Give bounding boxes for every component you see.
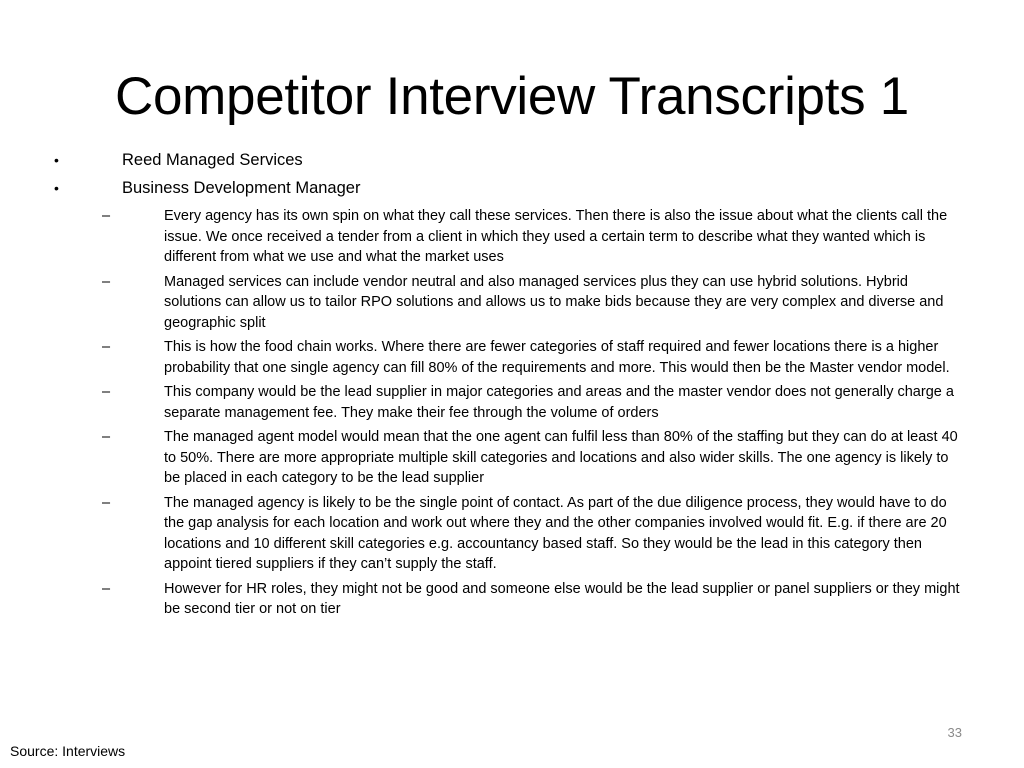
sub-bullet-item <box>52 579 962 620</box>
sub-bullet-text: This is how the food chain works. Where there are fewer categories of staff required and fewer locations there is a higher probability that one single agency can fill 80% of the requirements and more. This would then be the Master vendor model. <box>164 339 950 376</box>
sub-bullet-marker: – <box>102 429 111 445</box>
bullet-text: Reed Managed Services <box>122 151 303 169</box>
sub-bullet-text: Managed services can include vendor neutral and also managed services plus they can use hybrid solutions. Hybrid solutions can allow us to tailor RPO solutions and allows us to make bids because they are very complex and diverse and geographic split <box>164 273 944 331</box>
sub-bullet-text: However for HR roles, they might not be good and someone else would be the lead supplier or panel suppliers or they might be second tier or not on tier <box>164 580 960 617</box>
sub-bullet-item <box>52 493 962 575</box>
bullet-marker: • <box>54 180 59 196</box>
sub-bullet-marker: – <box>102 384 111 400</box>
sub-bullet-marker: – <box>102 494 111 511</box>
sub-bullet-item <box>52 427 962 489</box>
sub-bullet-item <box>52 382 962 423</box>
sub-bullet-text: This company would be the lead supplier in major categories and areas and the master vendor does not generally charge a separate management fee. They make their fee through the volume of orders <box>164 384 954 421</box>
sub-bullet-text: Every agency has its own spin on what they call these services. Then there is also the issue about what the clients call the issue. We once received a tender from a client in which they used a certain term to describe what they wanted which is different from what we use and what the market uses <box>164 208 948 265</box>
sub-bullet-list <box>52 206 962 620</box>
slide-title: Competitor Interview Transcripts 1 <box>115 67 909 126</box>
slide-body <box>52 150 962 624</box>
sub-bullet-marker: – <box>102 273 111 290</box>
sub-bullet-marker: – <box>102 339 111 355</box>
sub-bullet-item <box>52 206 962 268</box>
sub-bullet-text: The managed agent model would mean that the one agent can fulfil less than 80% of the staffing but they can do at least 40 to 50%. There are more appropriate multiple skill categories and locations and also wider skills. The one agency is likely to be placed in each category to be the lead supplier <box>164 429 958 486</box>
bullet-text: Business Development Manager <box>122 179 361 197</box>
bullet-item <box>52 150 962 170</box>
bullet-marker: • <box>54 152 59 168</box>
bullet-item <box>52 178 962 198</box>
sub-bullet-item <box>52 272 962 334</box>
page-number: 33 <box>947 725 962 740</box>
sub-bullet-item <box>52 337 962 378</box>
sub-bullet-text: The managed agency is likely to be the single point of contact. As part of the due diligence process, they would have to do the gap analysis for each location and work out where they and the other companies involved would fit. E.g. if there are 20 locations and 10 different skill categories e.g. accountancy based staff. So they would be the lead in this category then appoint tiered suppliers if they can’t supply the staff. <box>164 494 947 572</box>
sub-bullet-marker: – <box>102 580 111 597</box>
sub-bullet-marker: – <box>102 208 111 224</box>
source-note: Source: Interviews <box>10 743 126 759</box>
